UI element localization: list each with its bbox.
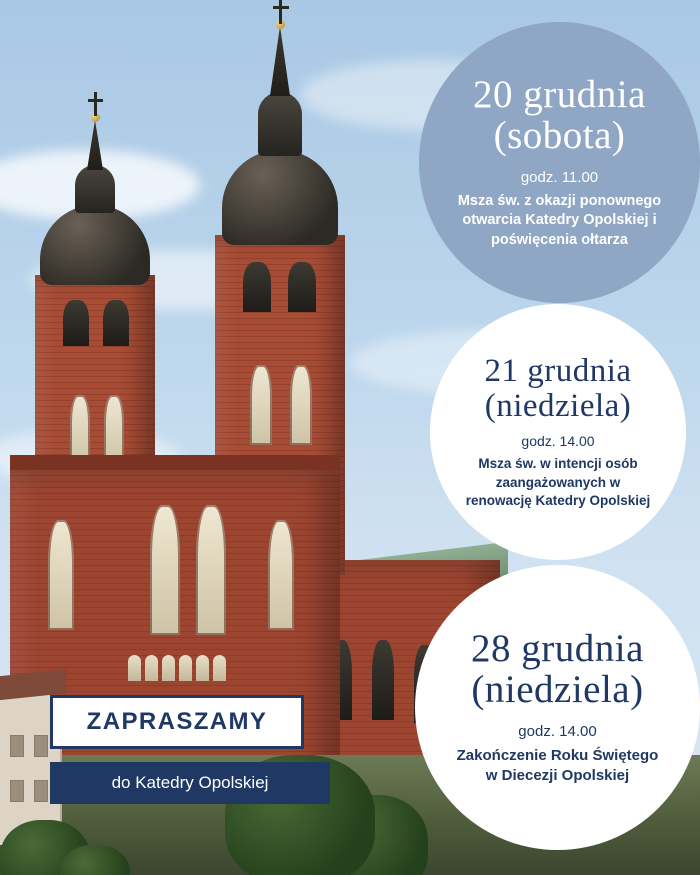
event-date-text-1: 20 grudnia — [473, 72, 646, 116]
belfry-window — [103, 300, 129, 346]
invitation-subline-box — [50, 762, 330, 804]
event-circle-2 — [430, 304, 686, 560]
invitation-headline: ZAPRASZAMY — [86, 708, 268, 735]
event-description-3: Zakończenie Roku Świętego w Diecezji Opolskiej — [456, 746, 659, 784]
lantern-right — [258, 92, 302, 156]
cross-right — [279, 0, 282, 24]
event-time-2: godz. 14.00 — [521, 433, 595, 450]
invitation-headline-box — [50, 695, 304, 749]
facade-window — [150, 505, 180, 635]
event-date-3 — [471, 626, 644, 711]
invitation-subline: do Katedry Opolskiej — [111, 773, 269, 792]
nave-window — [372, 640, 394, 720]
dome-right — [222, 150, 338, 245]
tower-window — [250, 365, 272, 445]
facade-window — [268, 520, 294, 630]
side-building-window — [34, 780, 48, 802]
event-date-text-3: 28 grudnia — [471, 626, 644, 670]
cross-left — [94, 92, 97, 116]
belfry-window — [288, 262, 316, 312]
event-circle-1 — [419, 22, 700, 303]
lantern-left — [75, 165, 115, 213]
event-day-text-2: (niedziela) — [484, 387, 632, 424]
belfry-window — [63, 300, 89, 346]
facade-window — [48, 520, 74, 630]
side-building-window — [34, 735, 48, 757]
event-date-2 — [484, 354, 631, 423]
event-circle-3 — [415, 565, 700, 850]
facade-window — [196, 505, 226, 635]
event-day-text-3: (niedziela) — [471, 667, 644, 711]
spire-left — [87, 120, 103, 170]
facade-arcade — [128, 655, 226, 681]
event-date-1 — [473, 72, 646, 157]
cross-right — [273, 6, 289, 9]
tower-window — [290, 365, 312, 445]
event-time-3: godz. 14.00 — [518, 722, 597, 740]
event-date-text-2: 21 grudnia — [484, 353, 632, 390]
side-building-window — [10, 735, 24, 757]
spire-right — [270, 26, 290, 96]
event-day-text-1: (sobota) — [493, 113, 626, 157]
belfry-window — [243, 262, 271, 312]
event-time-1: godz. 11.00 — [520, 168, 599, 186]
event-description-1: Msza św. z okazji ponownego otwarcia Katedry Opolskiej i poświęcenia ołtarza — [457, 192, 662, 248]
event-description-2: Msza św. w intencji osób zaangażowanych w renowację Katedry Opolskiej — [465, 456, 651, 508]
side-building-window — [10, 780, 24, 802]
cross-left — [88, 99, 103, 102]
